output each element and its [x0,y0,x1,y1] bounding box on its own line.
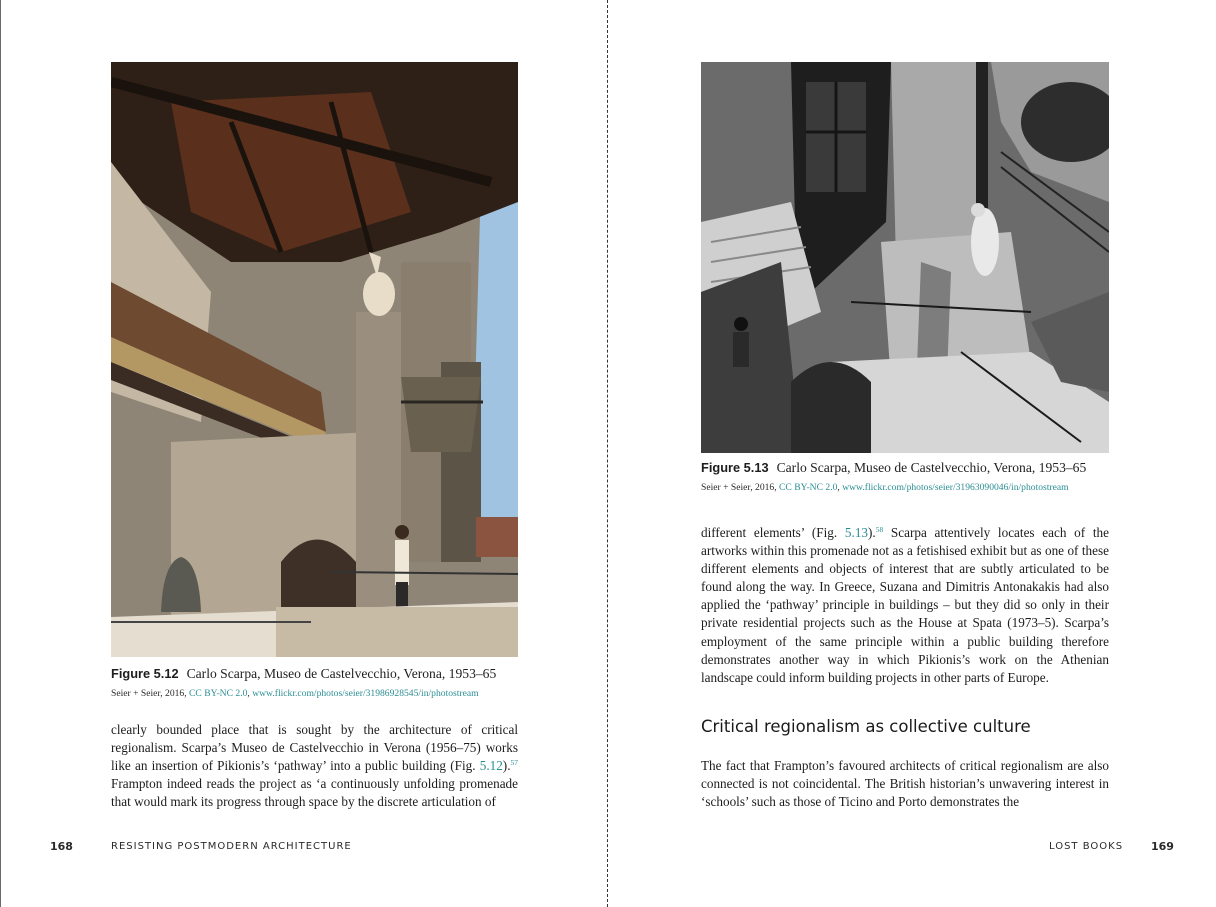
figure-5-12-photo [111,62,518,657]
page-number-right: 169 [1151,840,1174,853]
credit-prefix: Seier + Seier, 2016, [701,482,780,493]
flickr-link[interactable]: www.flickr.com/photos/seier/31986928545/in/photostream [252,688,479,699]
flickr-link[interactable]: www.flickr.com/photos/seier/31963090046/in/photostream [842,482,1069,493]
body-text-right-part1: different elements’ (Fig. [701,525,845,540]
figure-5-13-label: Figure 5.13 [701,460,769,475]
running-head-left: RESISTING POSTMODERN ARCHITECTURE [111,841,352,852]
body-text-left [111,721,518,811]
figure-5-13-photo [701,62,1109,453]
right-page [609,0,1216,907]
figure-5-13-caption [701,459,1086,477]
body-text-right-section: The fact that Frampton’s favoured architects of critical regionalism are also connected is not coincidental. The British historian’s unwavering interest in ‘schools’ such as those of Ticino and Porto demonstrates the [701,758,1109,810]
spread-gutter [607,0,608,907]
body-text-right-part3: Scarpa attentively locates each of the artworks within this promenade not as a fetishised exhibit but as one of these different elements and objects of interest that are subtly articulated to be found along the way. In Greece, Suzana and Dimitris Antonakakis had also applied the ‘pathway’ principle in buildings – but they did so only in their private residential projects such as the House at Spata (1973–5). Scarpa’s employment of the same principle within a public building therefore demonstrates another way in which Pikionis’s work on the Athenian landscape could inform building projects in other parts of Europe. [701,525,1109,685]
credit-separator: , [837,482,843,493]
body-text-left-part3: Frampton indeed reads the project as ‘a continuously unfolding promenade that would mark its progress through space by the discrete articulation of [111,776,518,810]
figure-5-13-credit [701,481,1069,494]
page-number-left: 168 [50,840,73,853]
endnote-58-link[interactable]: 58 [875,525,884,534]
figure-5-12-ref-link[interactable]: 5.12 [479,758,503,774]
section-heading: Critical regionalism as collective culture [701,717,1031,736]
body-text-right-part2: ). [868,525,876,540]
body-text-left-part1: clearly bounded place that is sought by the architecture of critical regionalism. Scarpa’s Museo de Castelvecchio in Verona (1956–75) works like an insertion of Pikionis’s ‘pathway’ into a public building (Fig. [111,722,518,774]
body-text-left-part2: ). [502,758,511,774]
body-text-right [701,524,1109,687]
figure-5-12-caption [111,665,496,683]
running-head-right: LOST BOOKS [1049,841,1124,852]
credit-prefix: Seier + Seier, 2016, [111,688,190,699]
license-link[interactable]: CC BY-NC 2.0 [189,688,248,699]
figure-5-13-ref-link[interactable]: 5.13 [844,525,868,540]
endnote-57-link[interactable]: 57 [510,758,518,768]
credit-separator: , [247,688,253,699]
license-link[interactable]: CC BY-NC 2.0 [779,482,838,493]
figure-5-12-credit [111,687,479,700]
figure-5-12-label: Figure 5.12 [111,666,179,681]
figure-5-12-title: Carlo Scarpa, Museo de Castelvecchio, Verona, 1953–65 [186,666,497,681]
figure-5-13-title: Carlo Scarpa, Museo de Castelvecchio, Verona, 1953–65 [776,460,1087,475]
